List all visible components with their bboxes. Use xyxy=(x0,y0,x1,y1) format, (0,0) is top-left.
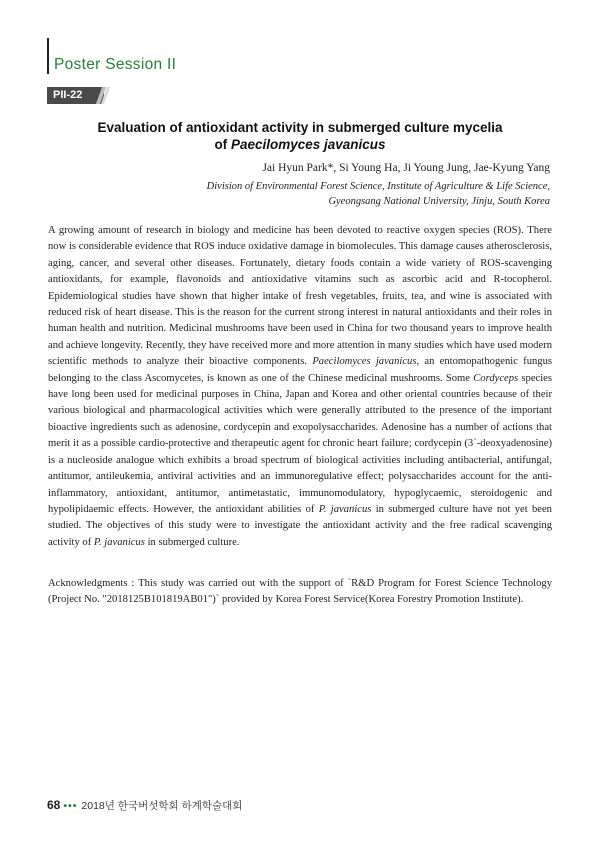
abstract-text: in submerged culture have not yet been studied. The objectives of this study were to investigate the antioxidant activity and the free radical scavenging activity of xyxy=(48,503,552,548)
poster-tag: PII-22 xyxy=(47,87,104,104)
abstract-text: species have long been used for medicinal purposes in China, Japan and Korea and other oriental countries because of their various biological and pharmacological activities which were generally attributed to the presence of the important bioactive ingredients such as adenosine, cordycepin and exopolysaccharides. Adenosine has a number of actions that merit it as a possible cardio-protective and therapeutic agent for chronic heart failure; cordycepin (3`-deoxyadenosine) is a nucleoside analogue which exhibits a broad spectrum of biological activities including antibacterial, antifungal, antitumor, antileukemia, antiviral activities and an immunoregulative effect; polysaccharides account for the anti-inflammatory, antioxidant, antitumor, antimetastatic, immunomodulatory, hypoglycaemic, steroidogenic and hypolipidaemic effects. However, the antioxidant abilities of xyxy=(48,372,552,515)
paper-title-line2 xyxy=(40,137,560,152)
species-abbrev: P. javanicus xyxy=(93,536,145,548)
species-abbrev: P. javanicus xyxy=(318,503,372,515)
title-species: Paecilomyces javanicus xyxy=(230,137,386,152)
genus-name: Cordyceps xyxy=(473,372,519,384)
footer-dots: ••• xyxy=(63,800,78,812)
abstract-text: A growing amount of research in biology and medicine has been devoted to reactive oxygen species (ROS). There now is considerable evidence that ROS induce oxidative damage in biomolecules. This damage causes atherosclerosis, aging, cancer, and several other diseases. Fortunately, dietary foods contain a wide variety of ROS-scavenging antioxidants, for example, flavonoids and antioxidative vitamins such as ascorbic acid and R-tocopherol. Epidemiological studies have shown that higher intake of fresh vegetables, fruits, tea, and wine is associated with reduced risk of heart disease. This is the reason for the current strong interest in natural antioxidants and their roles in human health and nutrition. Medicinal mushrooms have been used in China for two thousand years to improve health and achieve longevity. Recently, they have received more and more attention in many studies which have used modern scientific methods to analyze their bioactive components. xyxy=(48,225,552,368)
abstract-text: , an entomopathogenic fungus belonging to the class Ascomycetes, is known as one of the Chinese medicinal mushrooms. Some xyxy=(48,356,553,384)
conference-name: 2018년 한국버섯학회 하계학술대회 xyxy=(81,800,243,812)
abstract-body xyxy=(48,223,552,551)
paper-title-line1: Evaluation of antioxidant activity in submerged culture mycelia xyxy=(97,120,503,135)
page-footer xyxy=(47,798,242,813)
species-name: Paecilomyces javanicus xyxy=(312,356,417,368)
acknowledgments: Acknowledgments : This study was carried out with the support of `R&D Program for Forest Science Technology (Project No. "2018125B101819AB01")` provided by Korea Forest Service(Korea Forestry Promotion Institute). xyxy=(48,578,552,606)
affiliation-line1: Division of Environmental Forest Science, Institute of Agriculture & Life Science, xyxy=(206,181,550,192)
page-number: 68 xyxy=(47,798,61,812)
abstract-text: in submerged culture. xyxy=(144,536,240,548)
session-accent-bar xyxy=(47,38,49,74)
affiliation-line2: Gyeongsang National University, Jinju, South Korea xyxy=(328,196,550,207)
session-title: Poster Session II xyxy=(54,56,177,73)
title-prefix: of xyxy=(214,137,231,152)
author-list: Jai Hyun Park*, Si Young Ha, Ji Young Jung, Jae-Kyung Yang xyxy=(262,162,550,174)
